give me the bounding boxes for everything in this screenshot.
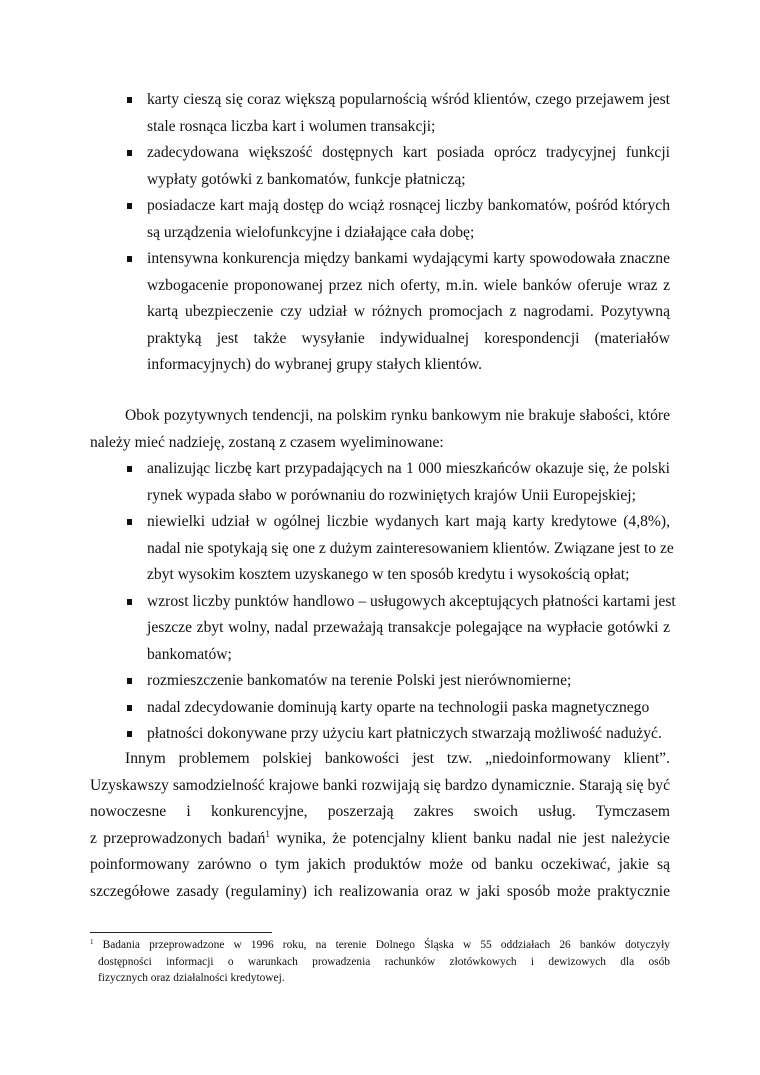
text-line: wypłaty gotówki z bankomatów, funkcje płatniczą; bbox=[147, 170, 466, 188]
text-line: są urządzenia wielofunkcyjne i działające cała dobę; bbox=[147, 223, 475, 241]
text-line: praktyką jest także wysyłanie indywidualnej korespondencji (materiałów bbox=[147, 329, 670, 347]
footnote bbox=[90, 937, 670, 987]
list-item bbox=[90, 509, 674, 589]
square-bullet-icon bbox=[127, 97, 132, 103]
text-line: płatności dokonywane przy użyciu kart płatniczych stwarzają możliwość nadużyć. bbox=[147, 725, 662, 742]
square-bullet-icon bbox=[127, 599, 132, 605]
text-line: informacyjnych) do wybranej grupy stałych klientów. bbox=[147, 356, 483, 373]
text-line: poinformowany zarówno o tym jakich produktów może od banku oczekiwać, jakie są bbox=[90, 856, 670, 873]
list-item bbox=[90, 668, 670, 695]
text-line: Obok pozytywnych tendencji, na polskim rynku bankowym nie brakuje słabości, które bbox=[125, 407, 670, 424]
text-line: rynek wypada słabo w porównaniu do rozwiniętych krajów Unii Europejskiej; bbox=[147, 486, 636, 504]
text-line: wzbogacenie proponowanej przez nich oferty, m.in. wiele banków oferuje wraz z bbox=[147, 276, 670, 294]
list-item bbox=[90, 721, 670, 748]
text-line: należy mieć nadzieję, zostaną z czasem wyeliminowane: bbox=[90, 433, 444, 451]
paragraph-weaknesses-intro bbox=[90, 403, 670, 456]
square-bullet-icon bbox=[127, 678, 132, 684]
footnote-reference[interactable]: 1 bbox=[265, 828, 270, 839]
text-line: niewielki udział w ogólnej liczbie wydanych kart mają karty kredytowe (4,8%), bbox=[147, 513, 670, 530]
list-item bbox=[90, 87, 670, 140]
bullet-list-advantages bbox=[90, 87, 670, 379]
list-item bbox=[90, 695, 670, 722]
text-line: stale rosnąca liczba kart i wolumen transakcji; bbox=[147, 117, 436, 135]
text-line: nadal zdecydowanie dominują karty oparte na technologii paska magnetycznego bbox=[147, 698, 650, 716]
text-line: posiadacze kart mają dostęp do wciąż rosnącej liczby bankomatów, pośród których bbox=[147, 197, 670, 214]
square-bullet-icon bbox=[127, 256, 132, 262]
footnote-separator bbox=[90, 932, 272, 933]
text-line: wzrost liczby punktów handlowo – usługowych akceptujących płatności kartami jest bbox=[147, 592, 676, 610]
text-line: szczegółowe zasady (regulaminy) ich realizowania oraz w jaki sposób może praktycznie bbox=[90, 882, 670, 900]
footnote-number: 1 bbox=[90, 938, 94, 946]
text-line: nowoczesne i konkurencyjne, poszerzają zakres swoich usług. Tymczasem bbox=[90, 803, 670, 820]
text-line: Innym problemem polskiej bankowości jest tzw. „niedoinformowany klient”. bbox=[125, 750, 670, 767]
text-line: kartą ubezpieczenie czy udział w różnych promocjach z nagrodami. Pozytywną bbox=[147, 303, 670, 320]
square-bullet-icon bbox=[127, 519, 132, 525]
text-line: karty cieszą się coraz większą popularnością wśród klientów, czego przejawem jest bbox=[147, 91, 670, 108]
list-item bbox=[90, 246, 670, 379]
text-segment: Badania przeprowadzone w 1996 roku, na terenie Dolnego Śląska w 55 oddziałach 26 banków dotyczyły bbox=[93, 939, 670, 951]
text-line: rozmieszczenie bankomatów na terenie Polski jest nierównomierne; bbox=[147, 672, 572, 689]
text-line: Uzyskawszy samodzielność krajowe banki rozwijają się bardzo dynamicznie. Starają się być bbox=[90, 776, 670, 794]
text-line: zbyt wysokim kosztem uzyskanego w ten sposób kredytu i wysokością opłat; bbox=[147, 566, 630, 583]
square-bullet-icon bbox=[127, 731, 132, 737]
list-item bbox=[90, 140, 670, 193]
bullet-list-weaknesses bbox=[90, 456, 676, 748]
text-line: analizując liczbę kart przypadających na 1 000 mieszkańców okazuje się, że polski bbox=[147, 460, 670, 477]
square-bullet-icon bbox=[127, 150, 132, 156]
text-line bbox=[90, 826, 670, 853]
text-line: nadal nie spotykają się one z dużym zainteresowaniem klientów. Związane jest to ze bbox=[147, 539, 674, 557]
list-item bbox=[90, 589, 676, 669]
square-bullet-icon bbox=[127, 705, 132, 711]
text-segment: z przeprowadzonych badań bbox=[90, 829, 266, 847]
text-line: jeszcze zbyt wolny, nadal przeważają transakcje polegające na wypłacie gotówki z bbox=[147, 619, 670, 636]
footnote-line: dostępności informacji o warunkach prowadzenia rachunków złotówkowych i dewizowych dla osób bbox=[98, 955, 670, 968]
square-bullet-icon bbox=[127, 203, 132, 209]
square-bullet-icon bbox=[127, 466, 132, 472]
list-item bbox=[90, 193, 670, 246]
text-segment: wynika, że potencjalny klient banku nadal nie jest należycie bbox=[269, 829, 670, 847]
paragraph-uninformed-client bbox=[90, 746, 670, 905]
list-item bbox=[90, 456, 670, 509]
footnote-line bbox=[90, 937, 670, 954]
footnote-line: fizycznych oraz działalności kredytowej. bbox=[98, 972, 285, 984]
text-line: zadecydowana większość dostępnych kart posiada oprócz tradycyjnej funkcji bbox=[147, 144, 670, 161]
text-line: intensywna konkurencja między bankami wydającymi karty spowodowała znaczne bbox=[147, 250, 670, 267]
text-line: bankomatów; bbox=[147, 645, 232, 663]
